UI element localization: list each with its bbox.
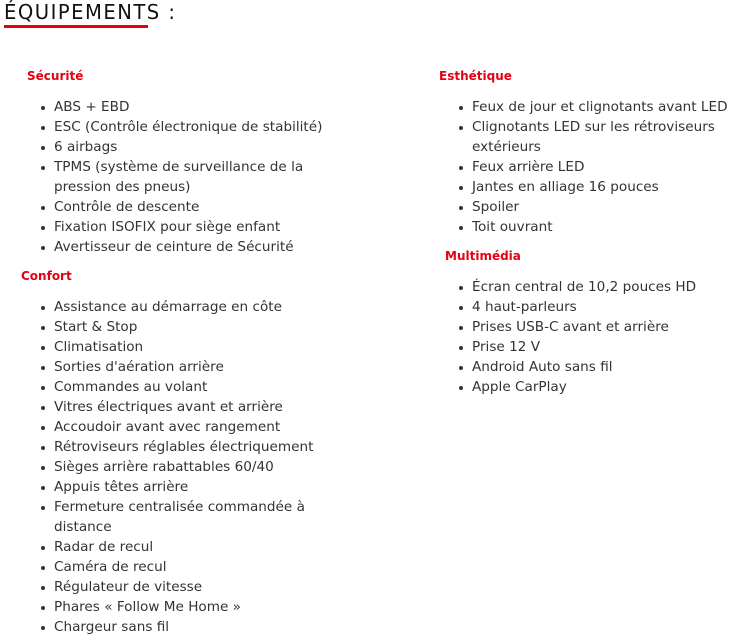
list-item: Spoiler xyxy=(438,197,738,217)
list-item: TPMS (système de surveillance de la pression des pneus) xyxy=(20,157,350,197)
list-item: Rétroviseurs réglables électriquement xyxy=(20,437,350,457)
list-item: 4 haut-parleurs xyxy=(438,297,738,317)
list-item: Chargeur sans fil xyxy=(20,617,350,637)
list-item: Contrôle de descente xyxy=(20,197,350,217)
list-item: Clignotants LED sur les rétroviseurs extérieurs xyxy=(438,117,738,157)
list-esthetique xyxy=(438,97,738,237)
list-item: Prise 12 V xyxy=(438,337,738,357)
section-title-confort: Confort xyxy=(21,269,72,283)
page-title: ÉQUIPEMENTS : xyxy=(4,0,177,24)
section-title-securite: Sécurité xyxy=(27,69,84,83)
list-item: Radar de recul xyxy=(20,537,350,557)
list-item: Prises USB-C avant et arrière xyxy=(438,317,738,337)
list-item: Régulateur de vitesse xyxy=(20,577,350,597)
list-item: Fixation ISOFIX pour siège enfant xyxy=(20,217,350,237)
list-item: Appuis têtes arrière xyxy=(20,477,350,497)
list-item: Avertisseur de ceinture de Sécurité xyxy=(20,237,350,257)
title-underline xyxy=(4,25,148,28)
list-item: Android Auto sans fil xyxy=(438,357,738,377)
list-item: Toit ouvrant xyxy=(438,217,738,237)
list-item: Caméra de recul xyxy=(20,557,350,577)
list-item: Feux arrière LED xyxy=(438,157,738,177)
list-item: Jantes en alliage 16 pouces xyxy=(438,177,738,197)
list-item: Feux de jour et clignotants avant LED xyxy=(438,97,738,117)
list-item: 6 airbags xyxy=(20,137,350,157)
list-item: Sièges arrière rabattables 60/40 xyxy=(20,457,350,477)
list-item: Climatisation xyxy=(20,337,350,357)
list-item: Assistance au démarrage en côte xyxy=(20,297,350,317)
list-confort xyxy=(20,297,350,637)
list-item: Phares « Follow Me Home » xyxy=(20,597,350,617)
list-item: ABS + EBD xyxy=(20,97,350,117)
section-title-esthetique: Esthétique xyxy=(439,69,512,83)
list-item: Commandes au volant xyxy=(20,377,350,397)
list-item: Vitres électriques avant et arrière xyxy=(20,397,350,417)
list-item: Fermeture centralisée commandée à distance xyxy=(20,497,350,537)
list-item: Sorties d'aération arrière xyxy=(20,357,350,377)
list-item: Apple CarPlay xyxy=(438,377,738,397)
section-title-multimedia: Multimédia xyxy=(445,249,521,263)
list-securite xyxy=(20,97,350,257)
list-item: Accoudoir avant avec rangement xyxy=(20,417,350,437)
list-item: Start & Stop xyxy=(20,317,350,337)
list-item: Écran central de 10,2 pouces HD xyxy=(438,277,738,297)
list-item: ESC (Contrôle électronique de stabilité) xyxy=(20,117,350,137)
page-header xyxy=(4,0,180,28)
list-multimedia xyxy=(438,277,738,397)
